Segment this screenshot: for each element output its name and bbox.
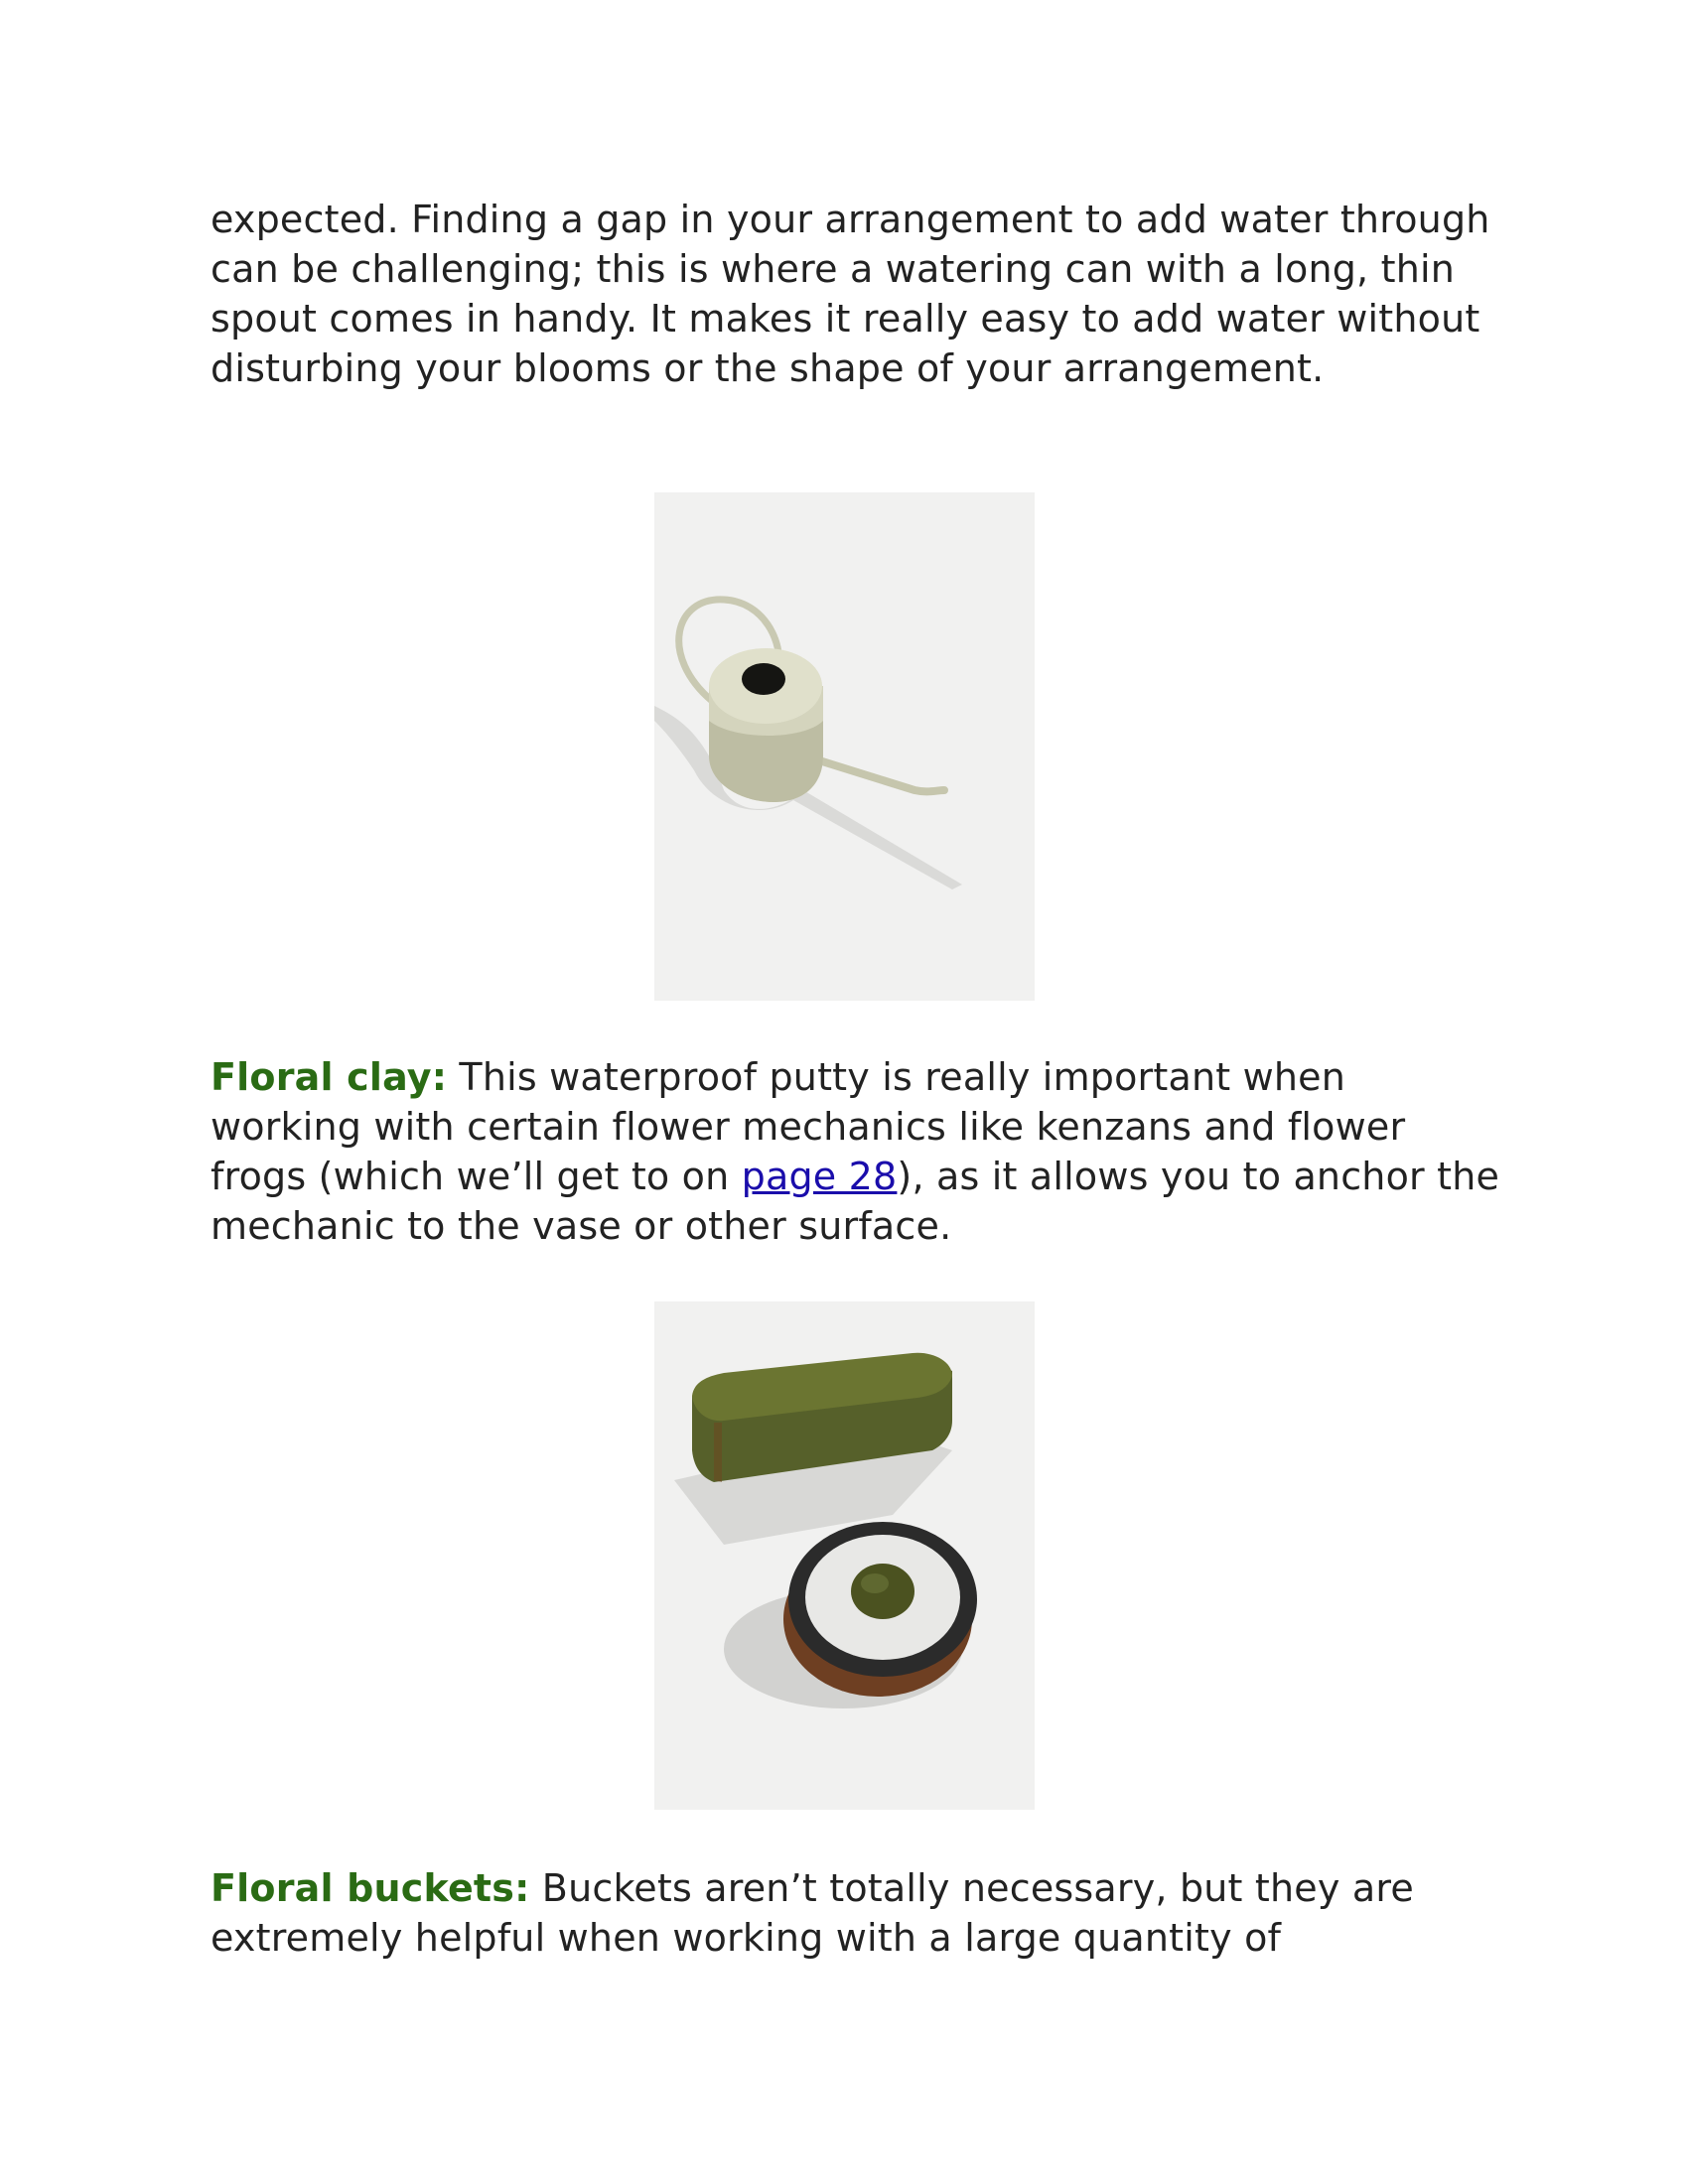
floral-clay-text-1: This waterproof putty is really important when working with certain flower mechanics like kenzans and flower frogs (which we’ll get to on bbox=[211, 1055, 1406, 1198]
floral-clay-icon bbox=[654, 1301, 1035, 1810]
floral-clay-paragraph bbox=[211, 1052, 1501, 1251]
watering-can-photo bbox=[654, 492, 1035, 1001]
watering-can-icon bbox=[654, 492, 1035, 1001]
floral-buckets-term: Floral buckets: bbox=[211, 1866, 530, 1910]
floral-clay-text-2: ), as it allows you to anchor the mechanic to the vase or other surface. bbox=[211, 1155, 1500, 1248]
page-28-link[interactable]: page 28 bbox=[741, 1155, 898, 1198]
floral-clay-term: Floral clay: bbox=[211, 1055, 448, 1099]
floral-buckets-text: Buckets aren’t totally necessary, but they are extremely helpful when working with a large quantity of bbox=[211, 1866, 1414, 1960]
watering-paragraph bbox=[211, 195, 1501, 393]
floral-clay-photo bbox=[654, 1301, 1035, 1810]
floral-buckets-paragraph bbox=[211, 1863, 1501, 1963]
watering-paragraph-text: expected. Finding a gap in your arrangement to add water through can be challenging; this is where a watering can with a long, thin spout comes in handy. It makes it really easy to add water without disturbing your blooms or the shape of your arrangement. bbox=[211, 198, 1490, 390]
